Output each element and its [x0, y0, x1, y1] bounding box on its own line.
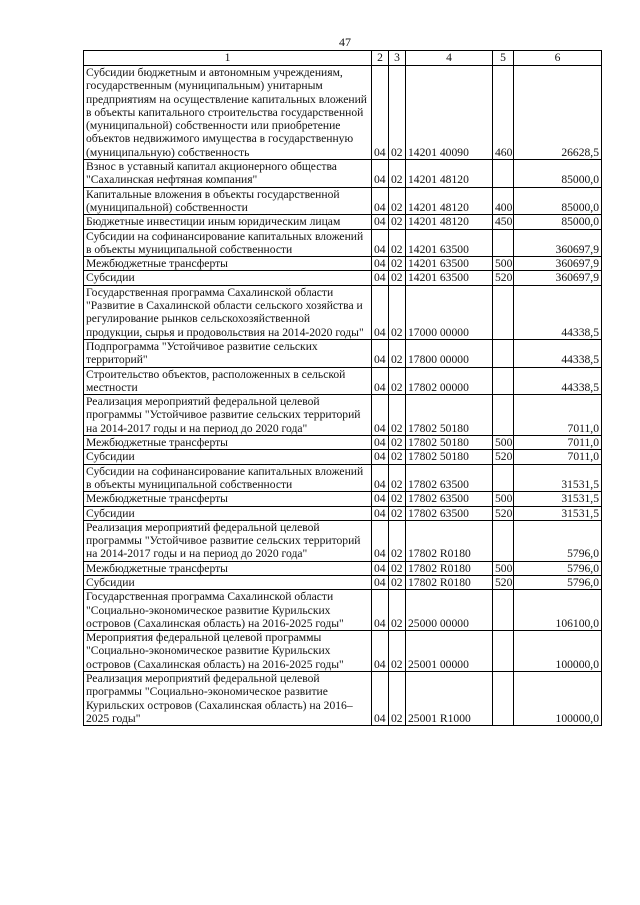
- row-target-article: 17800 00000: [406, 339, 493, 367]
- table-row: [84, 590, 602, 631]
- row-section: 04: [372, 672, 389, 726]
- row-amount: 360697,9: [514, 229, 602, 257]
- table-row: [84, 285, 602, 339]
- header-col-6: 6: [514, 51, 602, 66]
- row-name: Реализация мероприятий федеральной целевой программы "Социально-экономическое развитие Курильских островов (Сахалинская область) на 2016–2025 годы": [84, 672, 372, 726]
- header-col-4: 4: [406, 51, 493, 66]
- row-section: 04: [372, 160, 389, 188]
- row-amount: 44338,5: [514, 367, 602, 395]
- row-amount: 5796,0: [514, 575, 602, 589]
- header-col-1: 1: [84, 51, 372, 66]
- row-expense-type: 520: [493, 575, 514, 589]
- row-expense-type: [493, 229, 514, 257]
- table-row: [84, 672, 602, 726]
- row-subsection: 02: [389, 215, 406, 229]
- row-amount: 360697,9: [514, 257, 602, 271]
- row-target-article: 14201 48120: [406, 215, 493, 229]
- row-target-article: 14201 63500: [406, 271, 493, 285]
- row-subsection: 02: [389, 631, 406, 672]
- row-section: 04: [372, 339, 389, 367]
- row-section: 04: [372, 395, 389, 436]
- row-target-article: 17802 63500: [406, 492, 493, 506]
- row-target-article: 17802 50180: [406, 450, 493, 464]
- row-name: Реализация мероприятий федеральной целевой программы "Устойчивое развитие сельских территорий на 2014-2017 годы и на период до 2020 года": [84, 395, 372, 436]
- row-expense-type: [493, 672, 514, 726]
- row-expense-type: 500: [493, 492, 514, 506]
- row-name: Мероприятия федеральной целевой программы "Социально-экономическое развитие Курильских островов (Сахалинская область) на 2016-2025 годы": [84, 631, 372, 672]
- row-target-article: 17802 R0180: [406, 520, 493, 561]
- row-section: 04: [372, 229, 389, 257]
- row-target-article: 14201 48120: [406, 160, 493, 188]
- row-expense-type: 450: [493, 215, 514, 229]
- row-section: 04: [372, 187, 389, 215]
- row-expense-type: 520: [493, 450, 514, 464]
- row-name: Субсидии на софинансирование капитальных вложений в объекты муниципальной собственности: [84, 464, 372, 492]
- row-target-article: 14201 48120: [406, 187, 493, 215]
- row-target-article: 17802 R0180: [406, 561, 493, 575]
- row-amount: 100000,0: [514, 672, 602, 726]
- row-name: Субсидии: [84, 506, 372, 520]
- row-amount: 360697,9: [514, 271, 602, 285]
- row-expense-type: 500: [493, 436, 514, 450]
- row-amount: 106100,0: [514, 590, 602, 631]
- row-subsection: 02: [389, 229, 406, 257]
- row-subsection: 02: [389, 520, 406, 561]
- row-section: 04: [372, 66, 389, 160]
- header-col-2: 2: [372, 51, 389, 66]
- row-target-article: 14201 40090: [406, 66, 493, 160]
- row-name: Бюджетные инвестиции иным юридическим лицам: [84, 215, 372, 229]
- row-section: 04: [372, 271, 389, 285]
- table-row: [84, 561, 602, 575]
- table-row: [84, 215, 602, 229]
- row-section: 04: [372, 575, 389, 589]
- row-subsection: 02: [389, 271, 406, 285]
- row-target-article: 25001 R1000: [406, 672, 493, 726]
- row-target-article: 14201 63500: [406, 257, 493, 271]
- row-name: Субсидии на софинансирование капитальных вложений в объекты муниципальной собственности: [84, 229, 372, 257]
- row-section: 04: [372, 450, 389, 464]
- row-amount: 31531,5: [514, 464, 602, 492]
- row-subsection: 02: [389, 160, 406, 188]
- table-header-row: [84, 51, 602, 66]
- row-name: Межбюджетные трансферты: [84, 257, 372, 271]
- row-amount: 44338,5: [514, 285, 602, 339]
- table-row: [84, 436, 602, 450]
- row-target-article: 17802 50180: [406, 395, 493, 436]
- table-row: [84, 631, 602, 672]
- row-section: 04: [372, 631, 389, 672]
- table-row: [84, 464, 602, 492]
- row-name: Капитальные вложения в объекты государственной (муниципальной) собственности: [84, 187, 372, 215]
- row-subsection: 02: [389, 395, 406, 436]
- row-amount: 85000,0: [514, 160, 602, 188]
- row-section: 04: [372, 590, 389, 631]
- row-section: 04: [372, 520, 389, 561]
- row-expense-type: [493, 590, 514, 631]
- row-subsection: 02: [389, 506, 406, 520]
- table-row: [84, 395, 602, 436]
- page-number: 47: [339, 35, 351, 49]
- row-subsection: 02: [389, 590, 406, 631]
- table-row: [84, 187, 602, 215]
- row-subsection: 02: [389, 285, 406, 339]
- row-target-article: 17802 R0180: [406, 575, 493, 589]
- row-name: Межбюджетные трансферты: [84, 561, 372, 575]
- row-section: 04: [372, 257, 389, 271]
- table-row: [84, 367, 602, 395]
- row-section: 04: [372, 367, 389, 395]
- row-subsection: 02: [389, 450, 406, 464]
- row-amount: 7011,0: [514, 436, 602, 450]
- row-expense-type: 500: [493, 257, 514, 271]
- table-row: [84, 257, 602, 271]
- row-section: 04: [372, 464, 389, 492]
- row-name: Субсидии бюджетным и автономным учреждениям, государственным (муниципальным) унитарным предприятиям на осуществление капитальных вложений в объекты капитального строительства государственной (муниципальной) собственности или приобретение объектов недвижимого имущества в государственную (муниципальную) собственность: [84, 66, 372, 160]
- row-amount: 5796,0: [514, 561, 602, 575]
- row-subsection: 02: [389, 367, 406, 395]
- row-amount: 31531,5: [514, 492, 602, 506]
- row-amount: 7011,0: [514, 450, 602, 464]
- row-subsection: 02: [389, 257, 406, 271]
- table-row: [84, 160, 602, 188]
- row-amount: 5796,0: [514, 520, 602, 561]
- row-expense-type: 500: [493, 561, 514, 575]
- table-row: [84, 506, 602, 520]
- row-target-article: 17802 00000: [406, 367, 493, 395]
- row-target-article: 14201 63500: [406, 229, 493, 257]
- row-name: Строительство объектов, расположенных в сельской местности: [84, 367, 372, 395]
- row-expense-type: 520: [493, 271, 514, 285]
- row-name: Межбюджетные трансферты: [84, 436, 372, 450]
- row-name: Подпрограмма "Устойчивое развитие сельских территорий": [84, 339, 372, 367]
- row-amount: 85000,0: [514, 187, 602, 215]
- table-row: [84, 229, 602, 257]
- row-subsection: 02: [389, 436, 406, 450]
- row-expense-type: [493, 339, 514, 367]
- row-subsection: 02: [389, 672, 406, 726]
- header-col-3: 3: [389, 51, 406, 66]
- row-section: 04: [372, 436, 389, 450]
- row-section: 04: [372, 285, 389, 339]
- row-amount: 31531,5: [514, 506, 602, 520]
- row-target-article: 17000 00000: [406, 285, 493, 339]
- row-target-article: 17802 50180: [406, 436, 493, 450]
- row-amount: 44338,5: [514, 339, 602, 367]
- row-name: Межбюджетные трансферты: [84, 492, 372, 506]
- row-expense-type: [493, 367, 514, 395]
- row-name: Субсидии: [84, 450, 372, 464]
- table-row: [84, 450, 602, 464]
- row-expense-type: 460: [493, 66, 514, 160]
- row-target-article: 25001 00000: [406, 631, 493, 672]
- row-subsection: 02: [389, 66, 406, 160]
- row-section: 04: [372, 561, 389, 575]
- row-subsection: 02: [389, 339, 406, 367]
- table-row: [84, 66, 602, 160]
- row-name: Государственная программа Сахалинской области "Социально-экономическое развитие Курильских островов (Сахалинская область) на 2016-2025 годы": [84, 590, 372, 631]
- row-section: 04: [372, 492, 389, 506]
- row-target-article: 25000 00000: [406, 590, 493, 631]
- row-name: Взнос в уставный капитал акционерного общества "Сахалинская нефтяная компания": [84, 160, 372, 188]
- table-row: [84, 271, 602, 285]
- table-row: [84, 339, 602, 367]
- row-expense-type: [493, 520, 514, 561]
- row-expense-type: [493, 395, 514, 436]
- row-amount: 85000,0: [514, 215, 602, 229]
- row-expense-type: [493, 464, 514, 492]
- row-expense-type: [493, 285, 514, 339]
- row-name: Государственная программа Сахалинской области "Развитие в Сахалинской области сельского хозяйства и регулирование рынков сельскохозяйственной продукции, сырья и продовольствия на 2014-2020 годы": [84, 285, 372, 339]
- row-amount: 26628,5: [514, 66, 602, 160]
- row-subsection: 02: [389, 492, 406, 506]
- table-row: [84, 492, 602, 506]
- header-col-5: 5: [493, 51, 514, 66]
- row-expense-type: [493, 160, 514, 188]
- row-subsection: 02: [389, 464, 406, 492]
- row-amount: 7011,0: [514, 395, 602, 436]
- row-expense-type: [493, 631, 514, 672]
- row-subsection: 02: [389, 561, 406, 575]
- table-row: [84, 520, 602, 561]
- row-name: Реализация мероприятий федеральной целевой программы "Устойчивое развитие сельских территорий на 2014-2017 годы и на период до 2020 года": [84, 520, 372, 561]
- budget-table: [83, 50, 602, 726]
- row-target-article: 17802 63500: [406, 464, 493, 492]
- row-name: Субсидии: [84, 271, 372, 285]
- row-target-article: 17802 63500: [406, 506, 493, 520]
- row-subsection: 02: [389, 575, 406, 589]
- row-amount: 100000,0: [514, 631, 602, 672]
- row-name: Субсидии: [84, 575, 372, 589]
- row-section: 04: [372, 215, 389, 229]
- table-row: [84, 575, 602, 589]
- row-expense-type: 400: [493, 187, 514, 215]
- row-section: 04: [372, 506, 389, 520]
- row-subsection: 02: [389, 187, 406, 215]
- row-expense-type: 520: [493, 506, 514, 520]
